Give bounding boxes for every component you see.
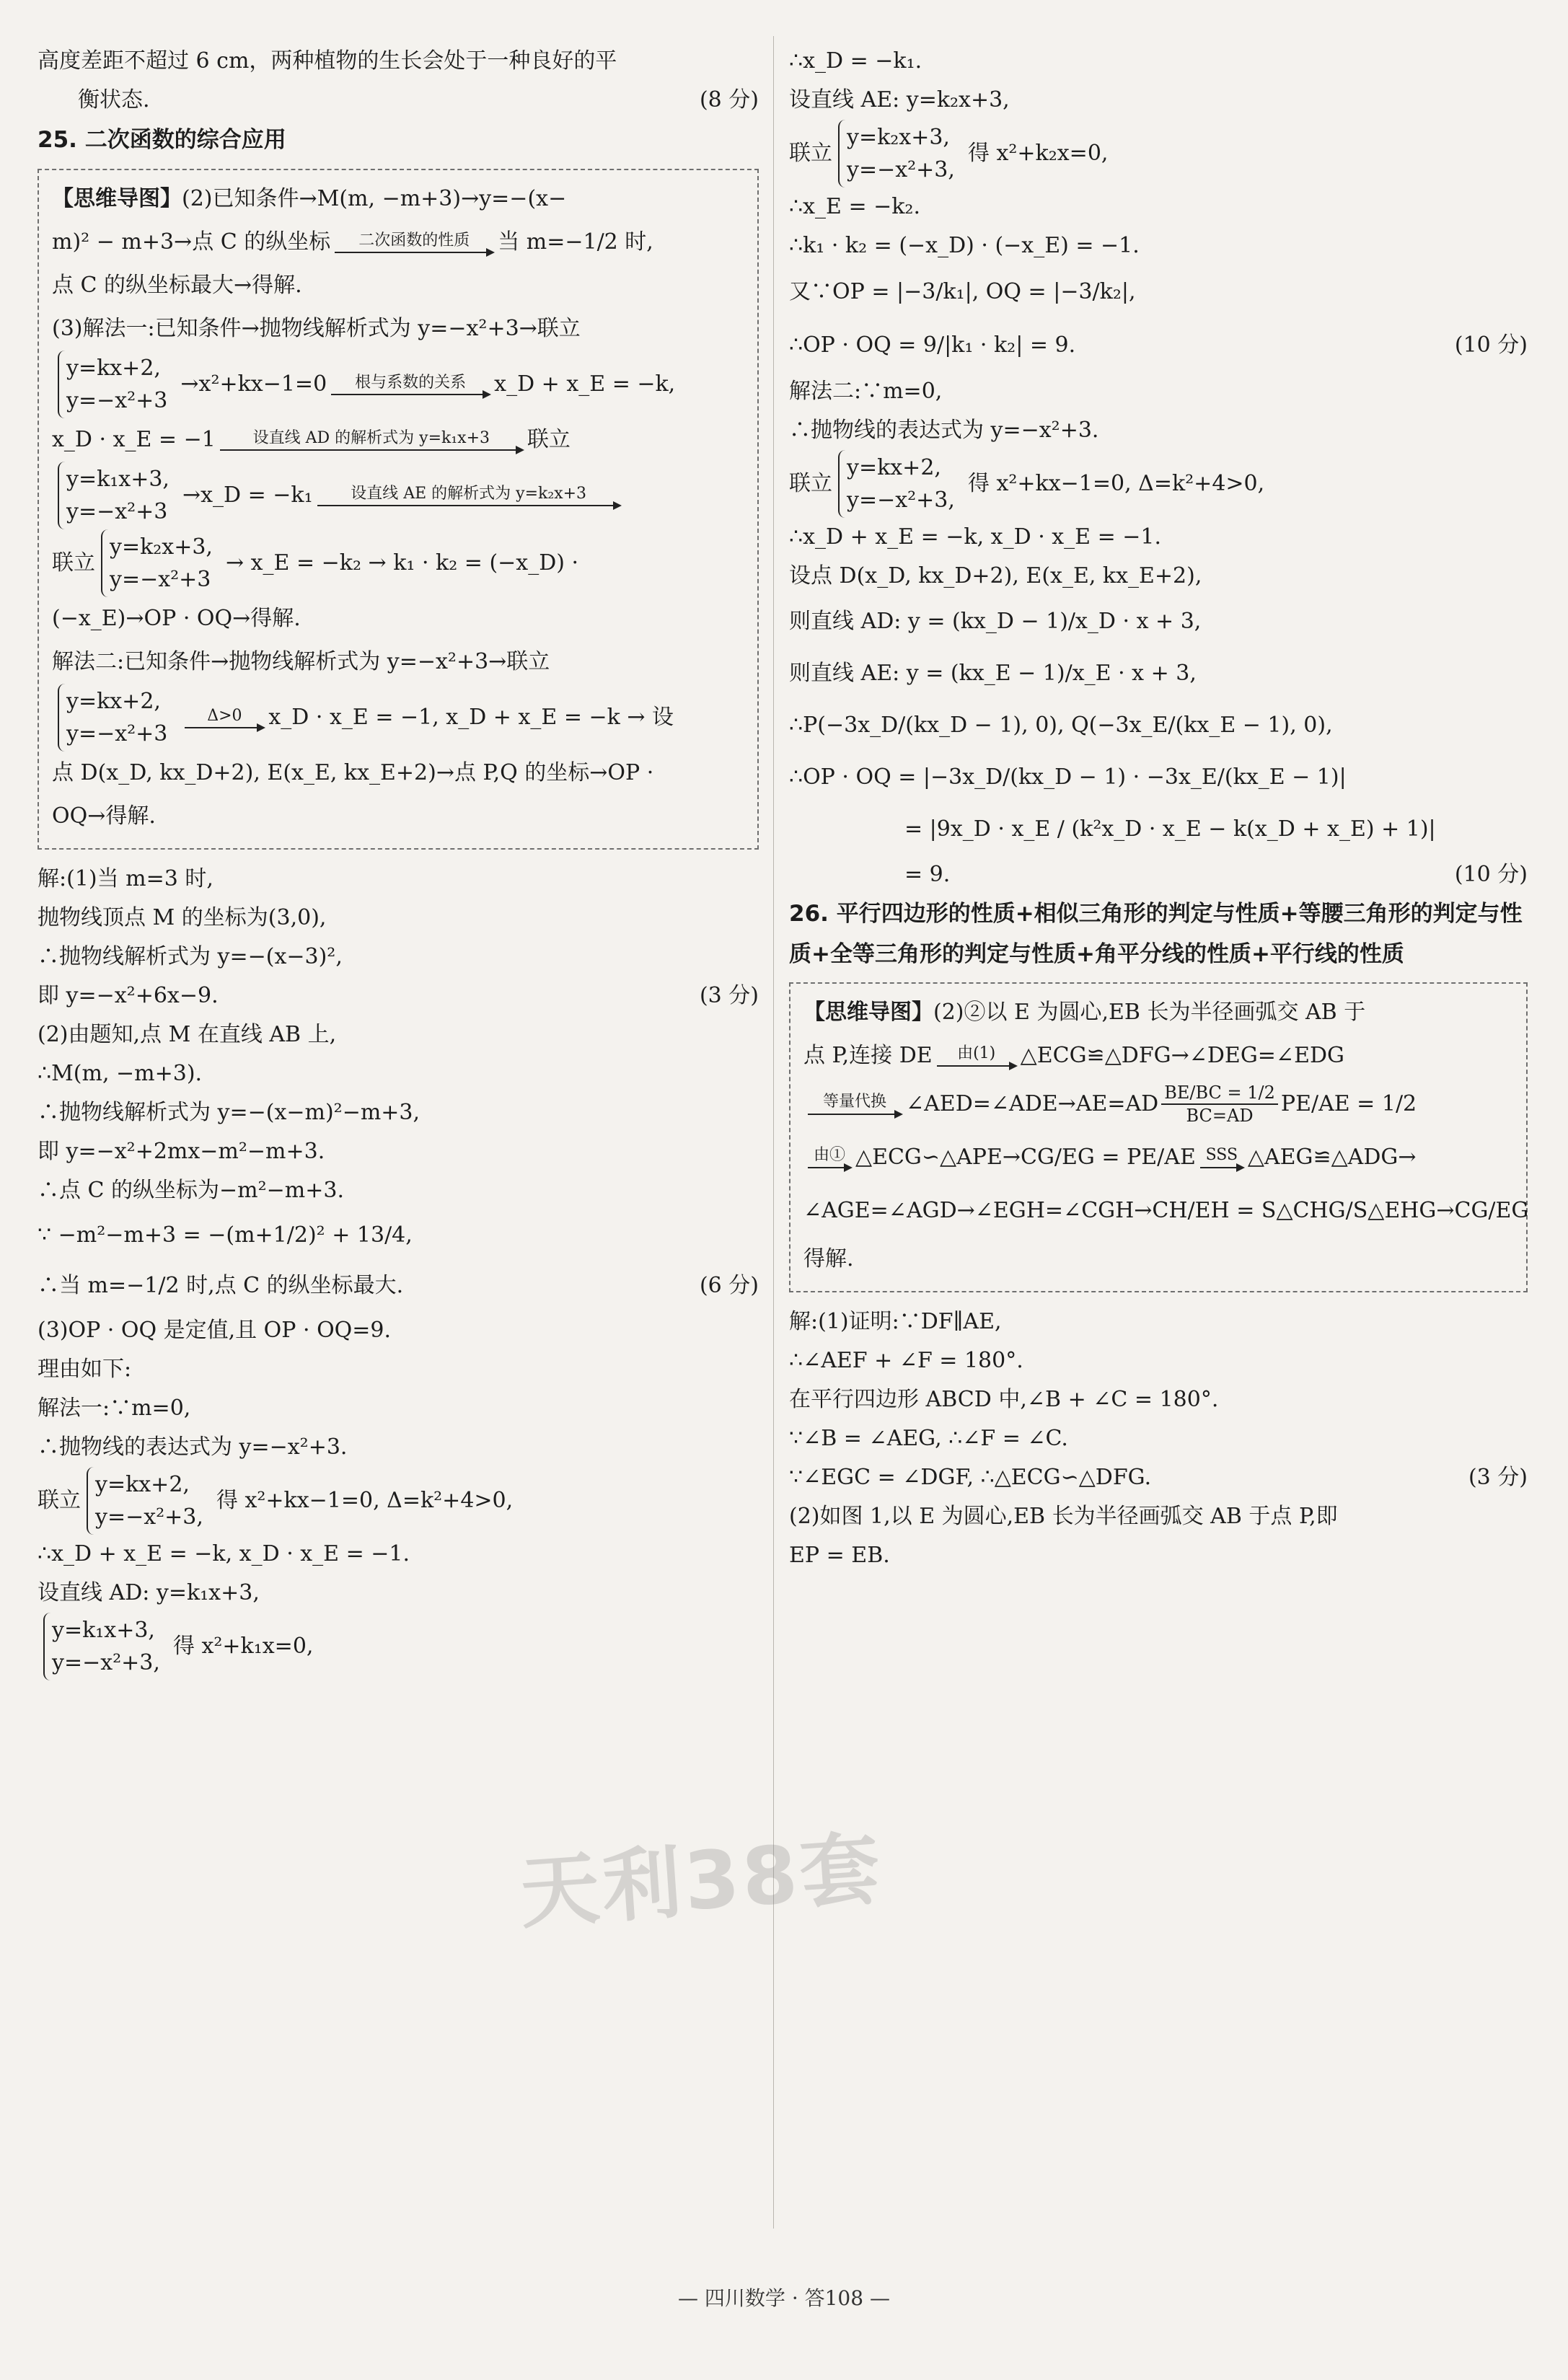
solution-text: ∴OP · OQ = 9/|k₁ · k₂| = 9.: [789, 332, 1076, 358]
mindmap-line: (−x_E)→OP · OQ→得解.: [52, 606, 301, 632]
solution-line: ∴k₁ · k₂ = (−x_D) · (−x_E) = −1.: [789, 233, 1140, 259]
equation: y=−x²+3: [110, 567, 211, 592]
solution-text: 得 x²+k₁x=0,: [172, 1634, 314, 1660]
solution-line: ∴抛物线的表达式为 y=−x²+3.: [38, 1434, 348, 1460]
equation: y=−x²+3,: [847, 488, 955, 513]
mindmap-text: (2)②以 E 为圆心,EB 长为半径画弧交 AB 于: [933, 999, 1366, 1025]
solution-line: 则直线 AE: y = (kx_E − 1)/x_E · x + 3,: [789, 661, 1197, 687]
mindmap-line: [803, 1034, 1513, 1077]
mindmap-label: 【思维导图】: [52, 186, 182, 212]
arrow-icon: [808, 1167, 851, 1168]
equation: y=kx+2,: [847, 455, 941, 480]
points-label: (8 分): [699, 87, 759, 113]
mindmap-label: 【思维导图】: [803, 999, 933, 1025]
mindmap-line: [803, 1077, 1513, 1131]
equation-system: [838, 450, 962, 518]
mindmap-line: [803, 991, 1513, 1034]
points-label: (10 分): [1454, 862, 1528, 888]
labeled-arrow: [937, 1044, 1016, 1066]
question-26-title: 26. 平行四边形的性质+相似三角形的判定与性质+等腰三角形的判定与性质+全等三角形的判定与性质+角平分线的性质+平行线的性质: [789, 901, 1523, 967]
solution-line: ∴x_D + x_E = −k, x_D · x_E = −1.: [38, 1541, 410, 1567]
solution-line: ∴x_E = −k₂.: [789, 194, 920, 220]
arrow-icon: [185, 727, 264, 728]
arrow-icon: [1200, 1167, 1243, 1168]
mindmap-text: x_D + x_E = −k,: [494, 371, 676, 397]
solution-line: 又∵OP = |−3/k₁|, OQ = |−3/k₂|,: [789, 279, 1136, 305]
arrow-label: SSS: [1205, 1146, 1238, 1165]
mindmap-line: [52, 351, 744, 418]
equation: y=k₁x+3,: [66, 467, 169, 492]
solution-line: ∴抛物线解析式为 y=−(x−3)²,: [38, 944, 343, 970]
text-span: 衡状态.: [78, 87, 150, 113]
mindmap-line: 点 C 的纵坐标最大→得解.: [52, 273, 302, 299]
equation: y=−x²+3: [66, 388, 168, 413]
points-label: (6 分): [699, 1273, 759, 1299]
solution-line: 设点 D(x_D, kx_D+2), E(x_E, kx_E+2),: [789, 563, 1202, 589]
points-label: (10 分): [1454, 332, 1528, 358]
mindmap-text: 联立: [527, 427, 571, 453]
mindmap-text: →x_D = −k₁: [182, 482, 313, 508]
labeled-arrow: [331, 374, 490, 395]
equation-system: [101, 529, 220, 597]
solution-text: 即 y=−x²+6x−9.: [38, 983, 219, 1009]
labeled-arrow: [808, 1146, 851, 1168]
solution-text: 联立: [789, 141, 832, 167]
mindmap-text: △ECG≌△DFG→∠DEG=∠EDG: [1020, 1042, 1344, 1068]
mindmap-box-25: [38, 169, 759, 850]
solution-line: (2)由题知,点 M 在直线 AB 上,: [38, 1022, 337, 1048]
solution-line: [38, 1467, 759, 1535]
equation-system: [58, 351, 175, 418]
solution-line: ∴x_D + x_E = −k, x_D · x_E = −1.: [789, 524, 1162, 550]
labeled-arrow: [1200, 1146, 1243, 1168]
solution-line: = |9x_D · x_E / (k²x_D · x_E − k(x_D + x_E) + 1)|: [904, 816, 1436, 842]
arrow-label: 二次函数的性质: [358, 231, 470, 250]
mindmap-text: △ECG∽△APE→CG/EG = PE/AE: [855, 1144, 1196, 1170]
arrow-icon: [335, 252, 493, 253]
right-column: [789, 42, 1528, 1575]
mindmap-line: [52, 462, 744, 529]
equation: y=k₁x+3,: [52, 1618, 155, 1643]
arrow-label: 设直线 AE 的解析式为 y=k₂x+3: [351, 484, 587, 503]
mindmap-line: [52, 221, 744, 264]
mindmap-line: ∠AGE=∠AGD→∠EGH=∠CGH→CH/EH = S△CHG/S△EHG→CG/EG: [803, 1197, 1529, 1223]
solution-line: EP = EB.: [789, 1542, 890, 1568]
equation: y=−x²+3: [66, 499, 168, 524]
mindmap-text: ∠AED=∠ADE→AE=AD: [906, 1090, 1159, 1116]
solution-text: ∴当 m=−1/2 时,点 C 的纵坐标最大.: [38, 1273, 404, 1299]
solution-line: ∴点 C 的纵坐标为−m²−m+3.: [38, 1178, 344, 1204]
arrow-condition: [1161, 1082, 1278, 1127]
mindmap-text: PE/AE = 1/2: [1280, 1090, 1417, 1116]
labeled-arrow: [335, 232, 493, 253]
condition-bottom: BC=AD: [1186, 1105, 1254, 1126]
arrow-label: 由①: [813, 1146, 845, 1165]
equation: y=−x²+3,: [52, 1650, 160, 1675]
solution-text: 得 x²+kx−1=0, Δ=k²+4>0,: [216, 1488, 514, 1514]
solution-line: 解:(1)证明:∵DF∥AE,: [789, 1308, 1002, 1334]
mindmap-text: (2)已知条件→M(m, −m+3)→y=−(x−: [182, 186, 567, 212]
equation: y=−x²+3: [66, 721, 168, 746]
text-line: [38, 81, 759, 120]
equation: y=k₂x+3,: [847, 125, 950, 150]
mindmap-text: 当 m=−1/2 时,: [498, 229, 653, 255]
solution-line: [38, 1261, 759, 1311]
labeled-arrow: [317, 485, 620, 506]
mindmap-line: (3)解法一:已知条件→抛物线解析式为 y=−x²+3→联立: [52, 316, 581, 342]
solution-line: 解:(1)当 m=3 时,: [38, 866, 213, 892]
labeled-arrow: [185, 707, 264, 728]
equation-system: [838, 120, 962, 188]
solution-line: [789, 120, 1528, 188]
equation: y=−x²+3,: [847, 157, 955, 182]
labeled-arrow: [220, 429, 523, 451]
arrow-icon: [220, 449, 523, 451]
solution-line: 设直线 AE: y=k₂x+3,: [789, 87, 1010, 113]
solution-line: [789, 450, 1528, 518]
solution-text: 联立: [38, 1488, 81, 1514]
solution-line: ∴x_D = −k₁.: [789, 48, 922, 74]
mindmap-text: x_D · x_E = −1, x_D + x_E = −k → 设: [268, 705, 674, 731]
solution-line: 理由如下:: [38, 1357, 132, 1383]
mindmap-text: △AEG≌△ADG→: [1247, 1144, 1417, 1170]
solution-text: 得 x²+k₂x=0,: [967, 141, 1109, 167]
solution-line: ∴∠AEF + ∠F = 180°.: [789, 1347, 1023, 1373]
equation-system: [58, 462, 177, 529]
solution-line: 抛物线顶点 M 的坐标为(3,0),: [38, 905, 327, 931]
mindmap-line: [52, 177, 744, 221]
mindmap-text: 点 P,连接 DE: [803, 1042, 933, 1068]
mindmap-line: [803, 1131, 1513, 1184]
solution-text: = 9.: [904, 862, 951, 888]
mindmap-line: [52, 418, 744, 462]
solution-line: 设直线 AD: y=k₁x+3,: [38, 1580, 260, 1606]
solution-line: 解法一:∵m=0,: [38, 1396, 191, 1422]
solution-line: (3)OP · OQ 是定值,且 OP · OQ=9.: [38, 1318, 392, 1344]
equation-system: [58, 684, 175, 752]
solution-line: 解法二:∵m=0,: [789, 379, 943, 405]
equation-system: [43, 1613, 167, 1680]
solution-line: [789, 1458, 1528, 1497]
solution-line: [38, 977, 759, 1015]
page-footer: — 四川数学 · 答108 —: [678, 2286, 890, 2310]
arrow-icon: [808, 1114, 902, 1115]
solution-text: ∵∠EGC = ∠DGF, ∴△ECG∽△DFG.: [789, 1464, 1152, 1490]
solution-line: 即 y=−x²+2mx−m²−m+3.: [38, 1139, 325, 1165]
arrow-icon: [331, 394, 490, 395]
equation: y=kx+2,: [66, 356, 161, 381]
text-line: 高度差距不超过 6 cm，两种植物的生长会处于一种良好的平: [38, 48, 617, 74]
solution-line: ∴P(−3x_D/(kx_D − 1), 0), Q(−3x_E/(kx_E − 1), 0),: [789, 713, 1333, 739]
mindmap-text: 联立: [52, 550, 95, 576]
mindmap-text: →x²+kx−1=0: [180, 371, 327, 397]
question-25-title: 25. 二次函数的综合应用: [38, 127, 286, 154]
watermark-logo: 天利38套: [516, 1822, 886, 1940]
solution-line: ∴抛物线的表达式为 y=−x²+3.: [789, 418, 1099, 444]
mindmap-line: 得解.: [803, 1246, 854, 1271]
arrow-label: 设直线 AD 的解析式为 y=k₁x+3: [252, 428, 490, 447]
labeled-arrow: [808, 1093, 902, 1114]
solution-line: (2)如图 1,以 E 为圆心,EB 长为半径画弧交 AB 于点 P,即: [789, 1503, 1338, 1529]
mindmap-text: x_D · x_E = −1: [52, 427, 216, 453]
points-label: (3 分): [1468, 1464, 1528, 1490]
solution-line: [789, 855, 1528, 894]
solution-line: ∵∠B = ∠AEG, ∴∠F = ∠C.: [789, 1425, 1068, 1451]
solution-line: 在平行四边形 ABCD 中,∠B + ∠C = 180°.: [789, 1386, 1219, 1412]
solution-line: 则直线 AD: y = (kx_D − 1)/x_D · x + 3,: [789, 609, 1202, 635]
mindmap-line: OQ→得解.: [52, 803, 156, 829]
equation-system: [87, 1467, 211, 1535]
solution-line: ∵ −m²−m+3 = −(m+1/2)² + 13/4,: [38, 1222, 413, 1248]
solution-text: 联立: [789, 471, 832, 497]
equation: y=kx+2,: [66, 689, 161, 714]
equation: y=k₂x+3,: [110, 534, 213, 560]
solution-text: 得 x²+kx−1=0, Δ=k²+4>0,: [967, 471, 1265, 497]
equation: y=kx+2,: [95, 1472, 190, 1497]
arrow-icon: [937, 1065, 1016, 1067]
solution-line: [789, 319, 1528, 372]
points-label: (3 分): [699, 983, 759, 1009]
mindmap-text: m)² − m+3→点 C 的纵坐标: [52, 229, 331, 255]
arrow-label: 由(1): [957, 1044, 996, 1063]
left-column: [38, 42, 759, 1680]
solution-line: ∴M(m, −m+3).: [38, 1061, 203, 1087]
equation: y=−x²+3,: [95, 1504, 203, 1530]
arrow-icon: [317, 505, 620, 506]
mindmap-box-26: [789, 982, 1528, 1292]
mindmap-line: 点 D(x_D, kx_D+2), E(x_E, kx_E+2)→点 P,Q 的坐标→OP ·: [52, 760, 654, 786]
arrow-label: 根与系数的关系: [355, 373, 467, 392]
condition-top: BE/BC = 1/2: [1161, 1082, 1278, 1105]
solution-line: ∴OP · OQ = |−3x_D/(kx_D − 1) · −3x_E/(kx_E − 1)|: [789, 764, 1347, 790]
arrow-label: 等量代换: [822, 1093, 886, 1111]
mindmap-line: [52, 684, 744, 752]
mindmap-line: 解法二:已知条件→抛物线解析式为 y=−x²+3→联立: [52, 649, 550, 675]
solution-line: ∴抛物线解析式为 y=−(x−m)²−m+3,: [38, 1100, 420, 1126]
mindmap-line: [52, 529, 744, 597]
solution-line: [38, 1613, 759, 1680]
arrow-label: Δ>0: [207, 706, 242, 725]
mindmap-text: → x_E = −k₂ → k₁ · k₂ = (−x_D) ·: [225, 550, 579, 576]
